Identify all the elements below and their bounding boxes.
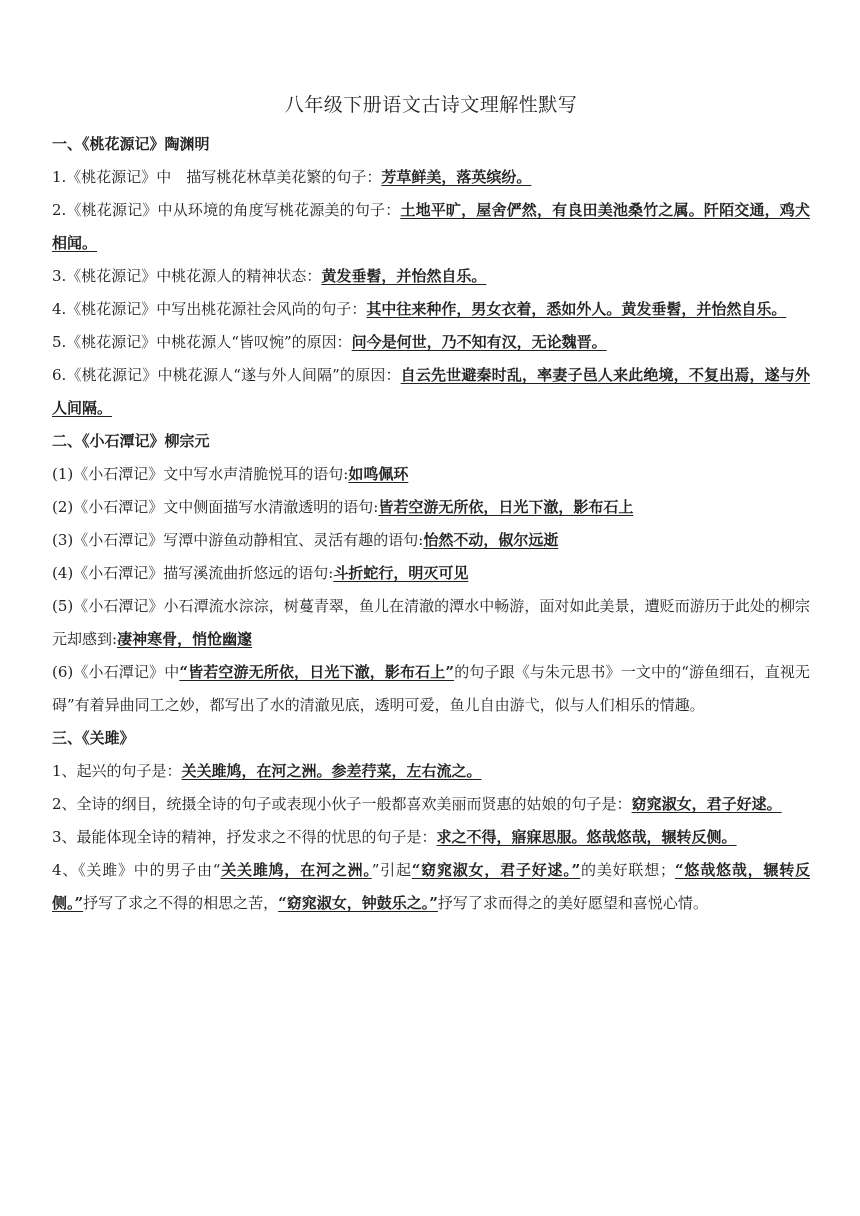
answer-text: 关关雎鸠，在河之洲。参差荇菜，左右流之。 xyxy=(181,762,482,780)
section-heading: 一、《桃花源记》陶渊明 xyxy=(52,135,210,153)
section-xiaoshitanji xyxy=(52,425,810,722)
question-text: 2、全诗的纲目，统摄全诗的句子或表现小伙子一般都喜欢美丽而贤惠的姑娘的句子是： xyxy=(52,795,632,813)
section-guanju xyxy=(52,722,810,920)
question-text: 4.《桃花源记》中写出桃花源社会风尚的句子： xyxy=(52,300,367,318)
answer-text: 窈窕淑女，君子好逑。 xyxy=(631,795,782,813)
question-text: 1、起兴的句子是： xyxy=(52,762,182,780)
question-text: 3、最能体现全诗的精神，抒发求之不得的忧思的句子是： xyxy=(52,828,437,846)
question-text: (4)《小石潭记》描写溪流曲折悠远的语句: xyxy=(52,564,334,582)
question-item xyxy=(52,194,810,260)
question-text: 抒写了求而得之的美好愿望和喜悦心情。 xyxy=(437,894,708,912)
question-item xyxy=(52,491,810,524)
question-item xyxy=(52,590,810,656)
answer-text: 芳草鲜美，落英缤纷。 xyxy=(381,168,532,186)
question-text: 5.《桃花源记》中桃花源人“皆叹惋”的原因： xyxy=(52,333,352,351)
question-text: 的句子跟《与朱元思书》一文中的“游鱼细石，直视无碍”有着异曲同工之妙，都写出了水的清澈见底，透明可爱，鱼儿自由游弋，似与人们相乐的情趣。 xyxy=(52,663,811,714)
answer-text: 其中往来种作，男女衣着，悉如外人。黄发垂髫，并怡然自乐。 xyxy=(366,300,787,318)
question-item xyxy=(52,821,810,854)
answer-text: 斗折蛇行，明灭可见 xyxy=(333,564,469,582)
question-text: 的美好联想； xyxy=(580,861,676,879)
question-text: 抒写了求之不得的相思之苦， xyxy=(83,894,279,912)
answer-text: 关关雎鸠，在河之洲。 xyxy=(220,861,372,879)
question-text: (5)《小石潭记》小石潭流水淙淙，树蔓青翠，鱼儿在清澈的潭水中畅游，面对如此美景，遭贬而游历于此处的柳宗元却感到: xyxy=(52,597,810,648)
question-text: (6)《小石潭记》中 xyxy=(52,663,180,681)
question-text: 4、《关雎》中的男子由“ xyxy=(52,861,221,879)
question-item xyxy=(52,161,810,194)
document-page xyxy=(52,90,810,920)
question-item xyxy=(52,557,810,590)
question-text: (3)《小石潭记》写潭中游鱼动静相宜、灵活有趣的语句: xyxy=(52,531,424,549)
question-text: 1.《桃花源记》中 描写桃花林草美花繁的句子： xyxy=(52,168,382,186)
question-item xyxy=(52,260,810,293)
question-text: ”引起 xyxy=(371,861,412,879)
document-title: 八年级下册语文古诗文理解性默写 xyxy=(284,94,578,116)
answer-text: 问今是何世，乃不知有汉，无论魏晋。 xyxy=(351,333,607,351)
answer-text: “窈窕淑女，钟鼓乐之。” xyxy=(278,894,438,912)
question-item xyxy=(52,458,810,491)
answer-text: 怡然不动，俶尔远逝 xyxy=(423,531,559,549)
section-heading: 三、《关雎》 xyxy=(52,729,135,747)
question-text: 6.《桃花源记》中桃花源人“遂与外人间隔”的原因： xyxy=(52,366,401,384)
section-heading: 二、《小石潭记》柳宗元 xyxy=(52,432,210,450)
answer-text: “皆若空游无所依，日光下澈，影布石上” xyxy=(179,663,455,681)
answer-text: 求之不得，寤寐思服。悠哉悠哉，辗转反侧。 xyxy=(436,828,737,846)
answer-text: 皆若空游无所依，日光下澈，影布石上 xyxy=(378,498,634,516)
answer-text: “悠哉悠哉，辗转反侧。” xyxy=(52,861,810,912)
question-item xyxy=(52,524,810,557)
question-item xyxy=(52,656,810,722)
answer-text: 凄神寒骨，悄怆幽邃 xyxy=(117,630,253,648)
question-text: (1)《小石潭记》文中写水声清脆悦耳的语句: xyxy=(52,465,349,483)
answer-text: 如鸣佩环 xyxy=(348,465,409,483)
answer-text: 土地平旷，屋舍俨然，有良田美池桑竹之属。阡陌交通，鸡犬相闻。 xyxy=(52,201,810,252)
question-item xyxy=(52,755,810,788)
section-taohuayuanji xyxy=(52,128,810,425)
question-item xyxy=(52,293,810,326)
answer-text: “窈窕淑女，君子好逑。” xyxy=(411,861,581,879)
question-item xyxy=(52,359,810,425)
question-text: 3.《桃花源记》中桃花源人的精神状态： xyxy=(52,267,322,285)
question-item xyxy=(52,788,810,821)
answer-text: 自云先世避秦时乱，率妻子邑人来此绝境，不复出焉，遂与外人间隔。 xyxy=(52,366,810,417)
answer-text: 黄发垂髫，并怡然自乐。 xyxy=(321,267,487,285)
question-text: 2.《桃花源记》中从环境的角度写桃花源美的句子： xyxy=(52,201,401,219)
question-item xyxy=(52,854,810,920)
question-item xyxy=(52,326,810,359)
question-text: (2)《小石潭记》文中侧面描写水清澈透明的语句: xyxy=(52,498,379,516)
